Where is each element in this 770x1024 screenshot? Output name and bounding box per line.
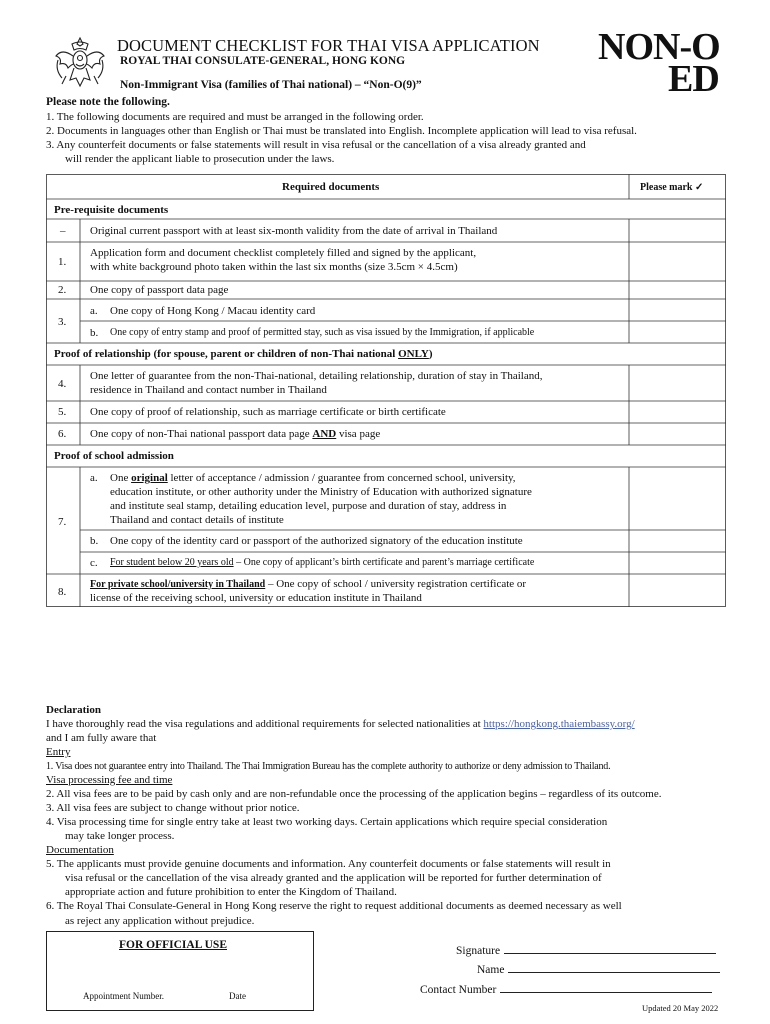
signature-row[interactable] bbox=[456, 943, 716, 958]
note-item: will render the applicant liable to prosecution under the laws. bbox=[65, 153, 335, 165]
row-number: 3. bbox=[58, 316, 67, 328]
section-school-admission: Proof of school admission bbox=[54, 450, 174, 462]
updated-date: Updated 20 May 2022 bbox=[642, 1003, 719, 1013]
entry-heading: Entry bbox=[46, 746, 71, 758]
fee-heading: Visa processing fee and time bbox=[46, 774, 173, 786]
checkbox-letter-acceptance[interactable] bbox=[630, 468, 725, 530]
signature-label: Signature bbox=[456, 945, 501, 957]
column-header-mark: Please mark ✓ bbox=[640, 182, 704, 193]
row-passport: Original current passport with at least six-month validity from the date of arrival in Thailand bbox=[90, 225, 498, 237]
checkbox-non-thai-passport[interactable] bbox=[630, 424, 725, 445]
visa-code-line-2: ED bbox=[668, 58, 719, 100]
section-relationship bbox=[54, 347, 433, 361]
doc-item-6-line1: 6. The Royal Thai Consulate-General in Hong Kong reserve the right to request additional documents as deemed necessary as well bbox=[46, 900, 622, 912]
declaration-line1 bbox=[46, 717, 635, 731]
row-number: 7. bbox=[58, 516, 67, 528]
row-7a-label: a. bbox=[90, 472, 98, 484]
row-number: – bbox=[60, 225, 66, 237]
row-letter-acceptance-line1 bbox=[110, 471, 516, 485]
row-letter-guarantee-line2: residence in Thailand and contact number in Thailand bbox=[90, 384, 327, 396]
row-8-text: – One copy of school / university registration certificate or bbox=[265, 578, 527, 590]
section-relationship-only: ONLY bbox=[398, 348, 429, 360]
official-use-title: FOR OFFICIAL USE bbox=[119, 939, 227, 951]
row-7c-label: c. bbox=[90, 557, 98, 569]
checkbox-passport-data-page[interactable] bbox=[630, 282, 725, 299]
checkbox-entry-stamp[interactable] bbox=[630, 322, 725, 343]
row-hk-identity-card: One copy of Hong Kong / Macau identity card bbox=[110, 305, 316, 317]
doc-item-5-line2: visa refusal or the cancellation of the visa already granted and the application will be reported for further determination of bbox=[65, 872, 602, 884]
row-number: 6. bbox=[58, 428, 67, 440]
contact-number-label: Contact Number bbox=[420, 984, 497, 996]
row-3a-label: a. bbox=[90, 305, 98, 317]
date-label: Date bbox=[229, 991, 246, 1001]
row-number: 8. bbox=[58, 586, 67, 598]
declaration-line2: and I am fully aware that bbox=[46, 732, 157, 744]
row-number: 2. bbox=[58, 284, 67, 296]
row-7a-text: One bbox=[110, 472, 132, 484]
row-entry-stamp: One copy of entry stamp and proof of permitted stay, such as visa issued by the Immigration, if applicable bbox=[110, 327, 535, 338]
documentation-heading: Documentation bbox=[46, 844, 114, 856]
thai-royal-emblem-icon bbox=[52, 34, 108, 90]
row-application-form-line2: with white background photo taken within the last six months (size 3.5cm × 4.5cm) bbox=[90, 261, 458, 273]
official-use-box bbox=[46, 931, 314, 1011]
row-private-school-line2: license of the receiving school, university or education institute in Thailand bbox=[90, 592, 422, 604]
visa-code-line-1: NON-O bbox=[598, 26, 720, 68]
fee-item-2: 2. All visa fees are to be paid by cash only and are non-refundable once the processing of the application begins – regardless of its outcome. bbox=[46, 788, 662, 800]
row-letter-acceptance-line3: and institute seal stamp, detailing education level, purpose and duration of stay, address in bbox=[110, 500, 507, 512]
section-prerequisite: Pre-requisite documents bbox=[54, 204, 169, 216]
note-item: 1. The following documents are required and must be arranged in the following order. bbox=[46, 111, 424, 123]
fee-item-4: 4. Visa processing time for single entry take at least two working days. Certain applications which require special consideration bbox=[46, 816, 608, 828]
row-6-and: AND bbox=[312, 428, 337, 440]
row-7b-label: b. bbox=[90, 535, 99, 547]
declaration-heading: Declaration bbox=[46, 704, 101, 716]
checkbox-letter-guarantee[interactable] bbox=[630, 366, 725, 401]
row-letter-guarantee-line1: One letter of guarantee from the non-Thai-national, detailing relationship, duration of stay in Thailand, bbox=[90, 370, 543, 382]
name-row[interactable] bbox=[477, 962, 720, 977]
row-proof-relationship: One copy of proof of relationship, such as marriage certificate or birth certificate bbox=[90, 406, 446, 418]
entry-item-1: 1. Visa does not guarantee entry into Thailand. The Thai Immigration Bureau has the complete authority to authorize or deny admission to Thailand. bbox=[46, 761, 611, 772]
row-8-condition: For private school/university in Thailand bbox=[90, 579, 266, 590]
document-title: DOCUMENT CHECKLIST FOR THAI VISA APPLICATION bbox=[117, 36, 540, 55]
fee-item-4-continued: may take longer process. bbox=[65, 830, 175, 842]
name-line[interactable] bbox=[508, 962, 720, 973]
contact-row[interactable] bbox=[420, 982, 712, 997]
embassy-website-link[interactable]: https://hongkong.thaiembassy.org/ bbox=[483, 718, 635, 730]
row-non-thai-passport bbox=[90, 427, 380, 441]
row-signatory-identity: One copy of the identity card or passport of the authorized signatory of the education institute bbox=[110, 535, 523, 547]
row-private-school-line1 bbox=[90, 577, 526, 592]
document-checklist-table bbox=[46, 174, 726, 607]
declaration-text: I have thoroughly read the visa regulations and additional requirements for selected nationalities at bbox=[46, 718, 484, 730]
checkbox-passport[interactable] bbox=[630, 220, 725, 242]
row-student-below-20 bbox=[110, 556, 534, 570]
column-header-required: Required documents bbox=[282, 181, 380, 193]
row-6-text: One copy of non-Thai national passport data page bbox=[90, 428, 313, 440]
appointment-number-label: Appointment Number. bbox=[83, 991, 164, 1001]
checkbox-student-below-20[interactable] bbox=[630, 553, 725, 574]
checkbox-hk-identity-card[interactable] bbox=[630, 300, 725, 321]
row-7a-original: original bbox=[131, 472, 168, 484]
row-number: 5. bbox=[58, 406, 67, 418]
doc-item-6-line2: as reject any application without prejudice. bbox=[65, 915, 255, 927]
row-passport-data-page: One copy of passport data page bbox=[90, 284, 229, 296]
row-letter-acceptance-line4: Thailand and contact details of institute bbox=[110, 514, 284, 526]
doc-item-5-line1: 5. The applicants must provide genuine documents and information. Any counterfeit documents or false statements will result in bbox=[46, 858, 611, 870]
section-relationship-end: ) bbox=[428, 348, 433, 360]
row-number: 1. bbox=[58, 256, 67, 268]
row-7a-text-end: letter of acceptance / admission / guarantee from concerned school, university, bbox=[167, 472, 516, 484]
name-label: Name bbox=[477, 964, 505, 976]
row-3b-label: b. bbox=[90, 327, 99, 339]
section-relationship-text: Proof of relationship (for spouse, parent or children of non-Thai national bbox=[54, 348, 399, 360]
doc-item-5-line3: appropriate action and future prohibition to enter the Kingdom of Thailand. bbox=[65, 886, 397, 898]
checkbox-application-form[interactable] bbox=[630, 243, 725, 281]
note-item: 2. Documents in languages other than English or Thai must be translated into English. Incomplete application will lead to visa refusal. bbox=[46, 125, 637, 137]
note-item: 3. Any counterfeit documents or false statements will result in visa refusal or the cancellation of a visa already granted and bbox=[46, 139, 586, 151]
notes-heading: Please note the following. bbox=[46, 96, 170, 108]
contact-number-line[interactable] bbox=[500, 982, 712, 993]
row-number: 4. bbox=[58, 378, 67, 390]
checkbox-private-school[interactable] bbox=[630, 575, 725, 606]
checkbox-proof-relationship[interactable] bbox=[630, 402, 725, 423]
consulate-name: ROYAL THAI CONSULATE-GENERAL, HONG KONG bbox=[120, 55, 406, 67]
checkbox-signatory-identity[interactable] bbox=[630, 531, 725, 552]
row-7c-condition: For student below 20 years old bbox=[110, 557, 234, 568]
row-application-form-line1: Application form and document checklist completely filled and signed by the applicant, bbox=[90, 247, 477, 259]
fee-item-3: 3. All visa fees are subject to change without prior notice. bbox=[46, 802, 300, 814]
row-letter-acceptance-line2: education institute, or other authority under the Ministry of Education with authorized signature bbox=[110, 486, 532, 498]
row-6-text-end: visa page bbox=[336, 428, 381, 440]
signature-line[interactable] bbox=[504, 943, 716, 954]
visa-type: Non-Immigrant Visa (families of Thai national) – “Non-O(9)” bbox=[120, 79, 422, 91]
row-7c-text: – One copy of applicant’s birth certificate and parent’s marriage certificate bbox=[233, 557, 535, 568]
